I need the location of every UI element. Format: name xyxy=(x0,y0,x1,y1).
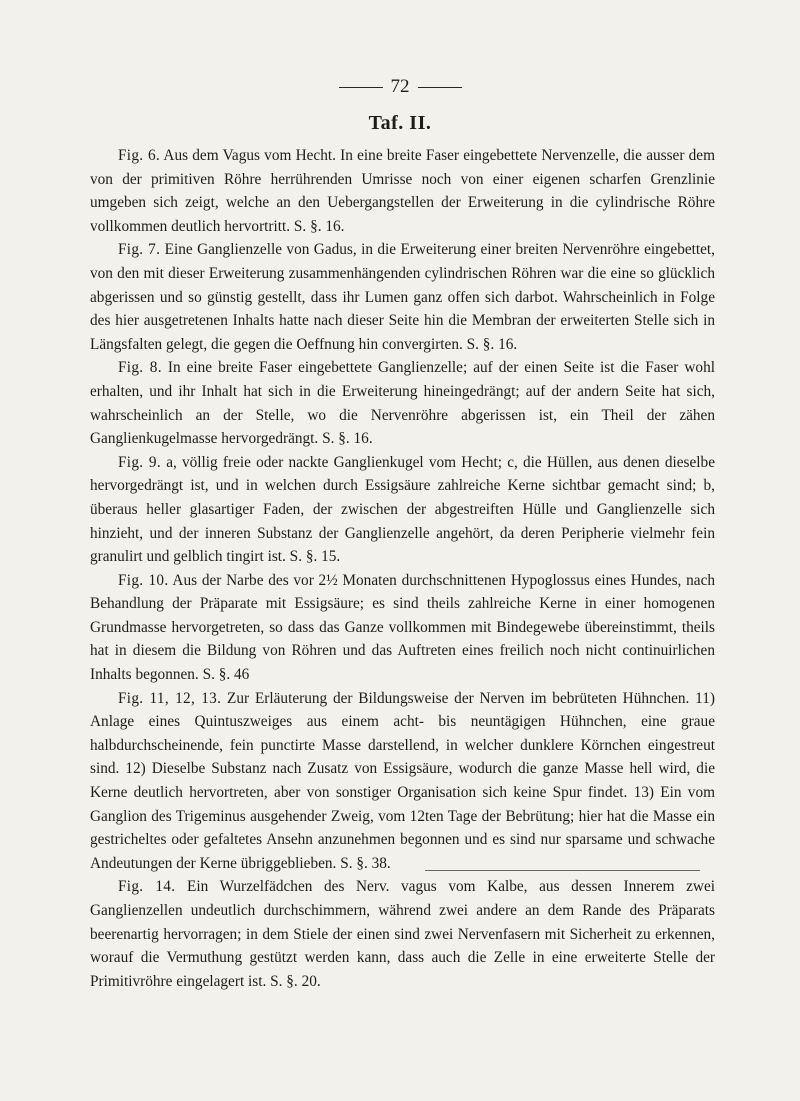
figure-descriptions xyxy=(90,144,715,993)
fig-text: Aus dem Vagus vom Hecht. In eine breite Faser eingebettete Nervenzelle, die ausser dem von der primitiven Röhre herrührenden Umrisse noch von einer eigenen scharfen Grenzlinie umgeben sich zeigt, welche an den Uebergangstellen der Erweiterung in die cylindrische Röhre vollkommen deutlich hervortritt. S. §. 16. xyxy=(90,147,715,235)
bottom-rule xyxy=(425,870,700,871)
fig-text: a, völlig freie oder nackte Ganglienkugel vom Hecht; c, die Hüllen, aus denen dieselbe hervorgedrängt ist, und in welchen durch Essigsäure zahlreiche Kerne sichtbar gemacht sind; b, überaus heller glasartiger Faden, der zwischen der abgestreiften Hülle und Ganglienzelle sich hinzieht, und der inneren Substanz der Ganglienzelle angehört, da deren Peripherie vielmehr fein granulirt und gelblich tingirt ist. S. §. 15. xyxy=(90,453,715,566)
fig-label: Fig. 6. xyxy=(118,147,161,164)
fig-label: Fig. 8. xyxy=(118,359,162,377)
page-number: 72 xyxy=(390,76,410,97)
fig-label: Fig. 14. xyxy=(118,878,176,896)
fig-label: Fig. 9. xyxy=(118,453,161,471)
fig-text: Ein Wurzelfädchen des Nerv. vagus vom Kalbe, aus dessen Innerem zwei Ganglienzellen undeutlich durchschimmern, während zwei andere an dem Rande des Präparats beerenartig hervorragen; in dem Stiele der einen sind zwei Nervenfasern mit Sicherheit zu erkennen, worauf die Vermuthung gestützt werden kann, dass auch die Zelle in eine erweiterte Stelle der Primitivröhre eingelagert ist. S. §. 20. xyxy=(90,878,715,990)
paragraph-fig-8 xyxy=(90,356,715,450)
paragraph-fig-14 xyxy=(90,875,715,993)
paragraph-fig-10 xyxy=(90,569,715,687)
paragraph-fig-7 xyxy=(90,238,715,356)
page-header xyxy=(0,76,800,98)
header-rule-left xyxy=(339,87,383,88)
paragraph-fig-11-13 xyxy=(90,687,715,876)
fig-text: Zur Erläuterung der Bildungsweise der Nerven im bebrüteten Hühnchen. 11) Anlage eines Quintuszweiges aus einem acht- bis neuntägigen Hühnchen, eine graue halbdurchscheinende, fein punctirte Masse darstellend, in welcher dunklere Körnchen eingestreut sind. 12) Dieselbe Substanz nach Zusatz von Essigsäure, wodurch die ganze Masse hell wird, die Kerne deutlich hervortreten, aber von sonstiger Organisation sich keine Spur findet. 13) Ein vom Ganglion des Trigeminus ausgehender Zweig, vom 12ten Tage der Bebrütung; hier hat die Masse ein gestricheltes oder gefaltetes Ansehn anzunehmen begonnen und es sind nur sparsame und schwache Andeutungen der Kerne übriggeblieben. S. §. 38. xyxy=(90,689,715,872)
paragraph-fig-6 xyxy=(90,144,715,238)
fig-text: In eine breite Faser eingebettete Ganglienzelle; auf der einen Seite ist die Faser wohl erhalten, und ihr Inhalt hat sich in die Erweiterung hineingedrängt; auf der andern Seite hat sich, wahrscheinlich an der Stelle, wo die Nervenröhre abgerissen ist, ein Theil der zähen Ganglienkugelmasse hervorgedrängt. S. §. 16. xyxy=(90,359,715,448)
fig-label: Fig. 11, 12, 13. xyxy=(118,689,222,707)
paragraph-fig-9 xyxy=(90,451,715,569)
plate-title: Taf. II. xyxy=(368,112,432,134)
fig-label: Fig. 7. xyxy=(118,241,161,259)
fig-label: Fig. 10. xyxy=(118,571,169,589)
fig-text: Eine Ganglienzelle von Gadus, in die Erweiterung einer breiten Nervenröhre eingebettet, von den mit dieser Erweiterung zusammenhängenden cylindrischen Röhren war die eine so glücklich abgerissen und so günstig gestellt, dass ihr Lumen ganz offen sich darbot. Wahrscheinlich in Folge des hier ausgetretenen Inhalts hatte nach dieser Seite hin die Membran der erweiterten Stelle sich in Längsfalten gelegt, die gegen die Oeffnung hin convergirten. S. §. 16. xyxy=(90,241,715,353)
header-rule-right xyxy=(418,87,462,88)
fig-text: Aus der Narbe des vor 2½ Monaten durchschnittenen Hypoglossus eines Hundes, nach Behandlung der Präparate mit Essigsäure; es sind theils zahlreiche Kerne in einer homogenen Grundmasse hervorgetreten, so dass das Ganze vollkommen mit Bindegewebe übereinstimmt, theils hat in diesem die Bildung von Röhren und das Auftreten eines freilich noch nicht continuirlichen Inhalts begonnen. S. §. 46 xyxy=(90,571,716,684)
